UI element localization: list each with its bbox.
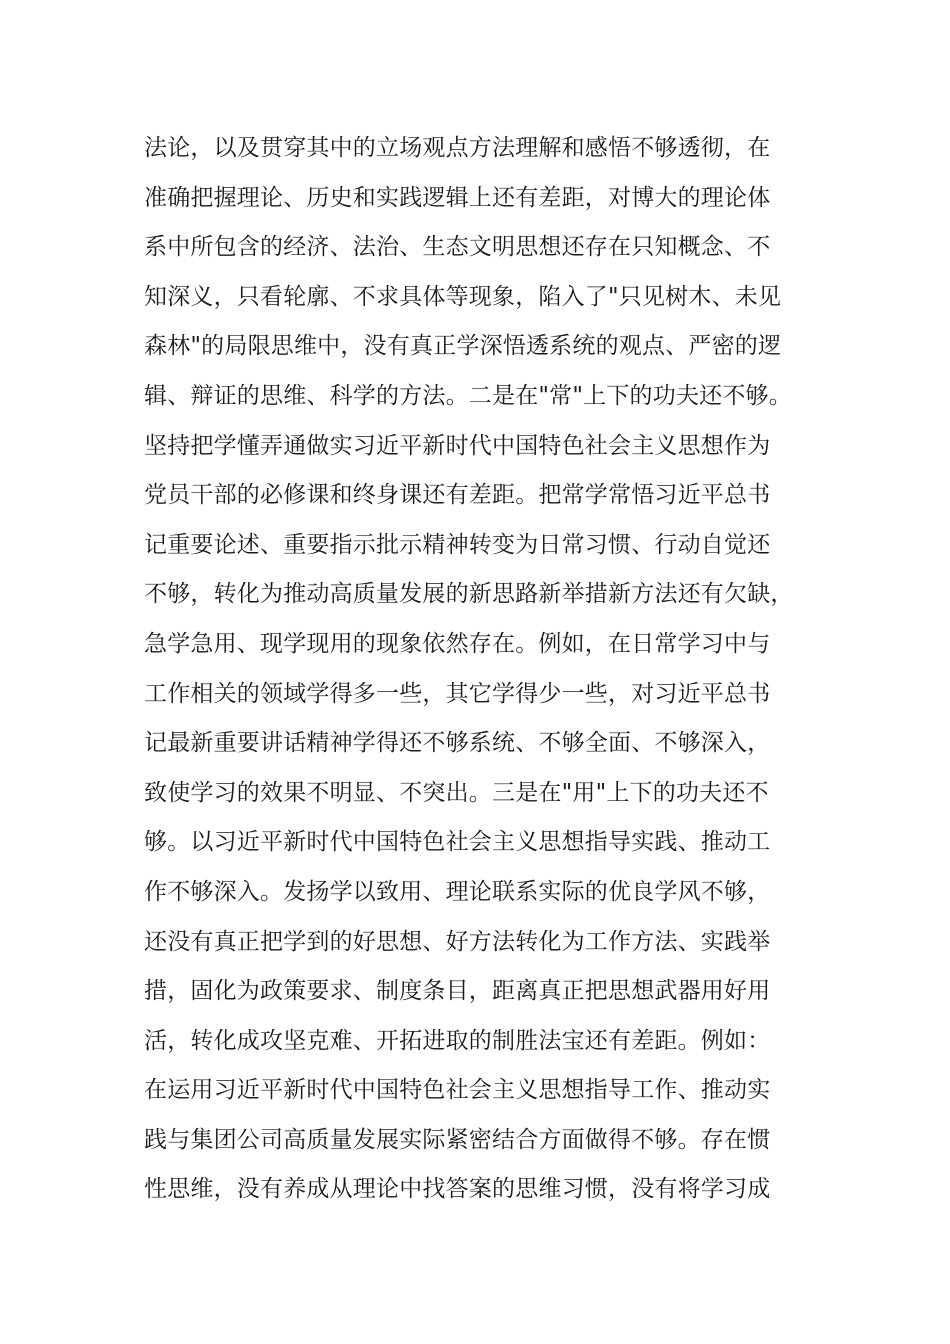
- text-line: 活，转化成攻坚克难、开拓进取的制胜法宝还有差距。例如：: [144, 1027, 771, 1054]
- text-line: 准确把握理论、历史和实践逻辑上还有差距，对博大的理论体: [144, 184, 771, 211]
- text-line: 工作相关的领域学得多一些，其它学得少一些，对习近平总书: [144, 680, 771, 707]
- text-line: 知深义，只看轮廓、不求具体等现象，陷入了"只见树木、未见: [144, 283, 782, 310]
- text-line: 性思维，没有养成从理论中找答案的思维习惯，没有将学习成: [144, 1176, 771, 1203]
- text-line: 记最新重要讲话精神学得还不够系统、不够全面、不够深入，: [144, 730, 771, 757]
- text-line: 致使学习的效果不明显、不突出。三是在"用"上下的功夫还不: [144, 779, 769, 806]
- text-line: 急学急用、现学现用的现象依然存在。例如，在日常学习中与: [144, 630, 771, 657]
- text-line: 党员干部的必修课和终身课还有差距。把常学常悟习近平总书: [144, 482, 771, 509]
- text-line: 践与集团公司高质量发展实际紧密结合方面做得不够。存在惯: [144, 1126, 771, 1153]
- text-line: 森林"的局限思维中，没有真正学深悟透系统的观点、严密的逻: [144, 333, 782, 360]
- text-line: 作不够深入。发扬学以致用、理论联系实际的优良学风不够，: [144, 878, 771, 905]
- text-line: 在运用习近平新时代中国特色社会主义思想指导工作、推动实: [144, 1077, 771, 1104]
- text-line: 措，固化为政策要求、制度条目，距离真正把思想武器用好用: [144, 978, 771, 1005]
- text-line: 法论，以及贯穿其中的立场观点方法理解和感悟不够透彻，在: [144, 135, 771, 161]
- text-line: 系中所包含的经济、法治、生态文明思想还存在只知概念、不: [144, 234, 771, 261]
- text-line: 不够，转化为推动高质量发展的新思路新举措新方法还有欠缺，: [144, 581, 794, 608]
- text-line: 坚持把学懂弄通做实习近平新时代中国特色社会主义思想作为: [144, 432, 771, 459]
- text-line: 记重要论述、重要指示批示精神转变为日常习惯、行动自觉还: [144, 531, 771, 558]
- text-line: 辑、辩证的思维、科学的方法。二是在"常"上下的功夫还不够。: [144, 382, 792, 409]
- text-line: 够。以习近平新时代中国特色社会主义思想指导实践、推动工: [144, 829, 771, 856]
- body-text: [144, 124, 834, 1215]
- text-line: 还没有真正把学到的好思想、好方法转化为工作方法、实践举: [144, 928, 771, 955]
